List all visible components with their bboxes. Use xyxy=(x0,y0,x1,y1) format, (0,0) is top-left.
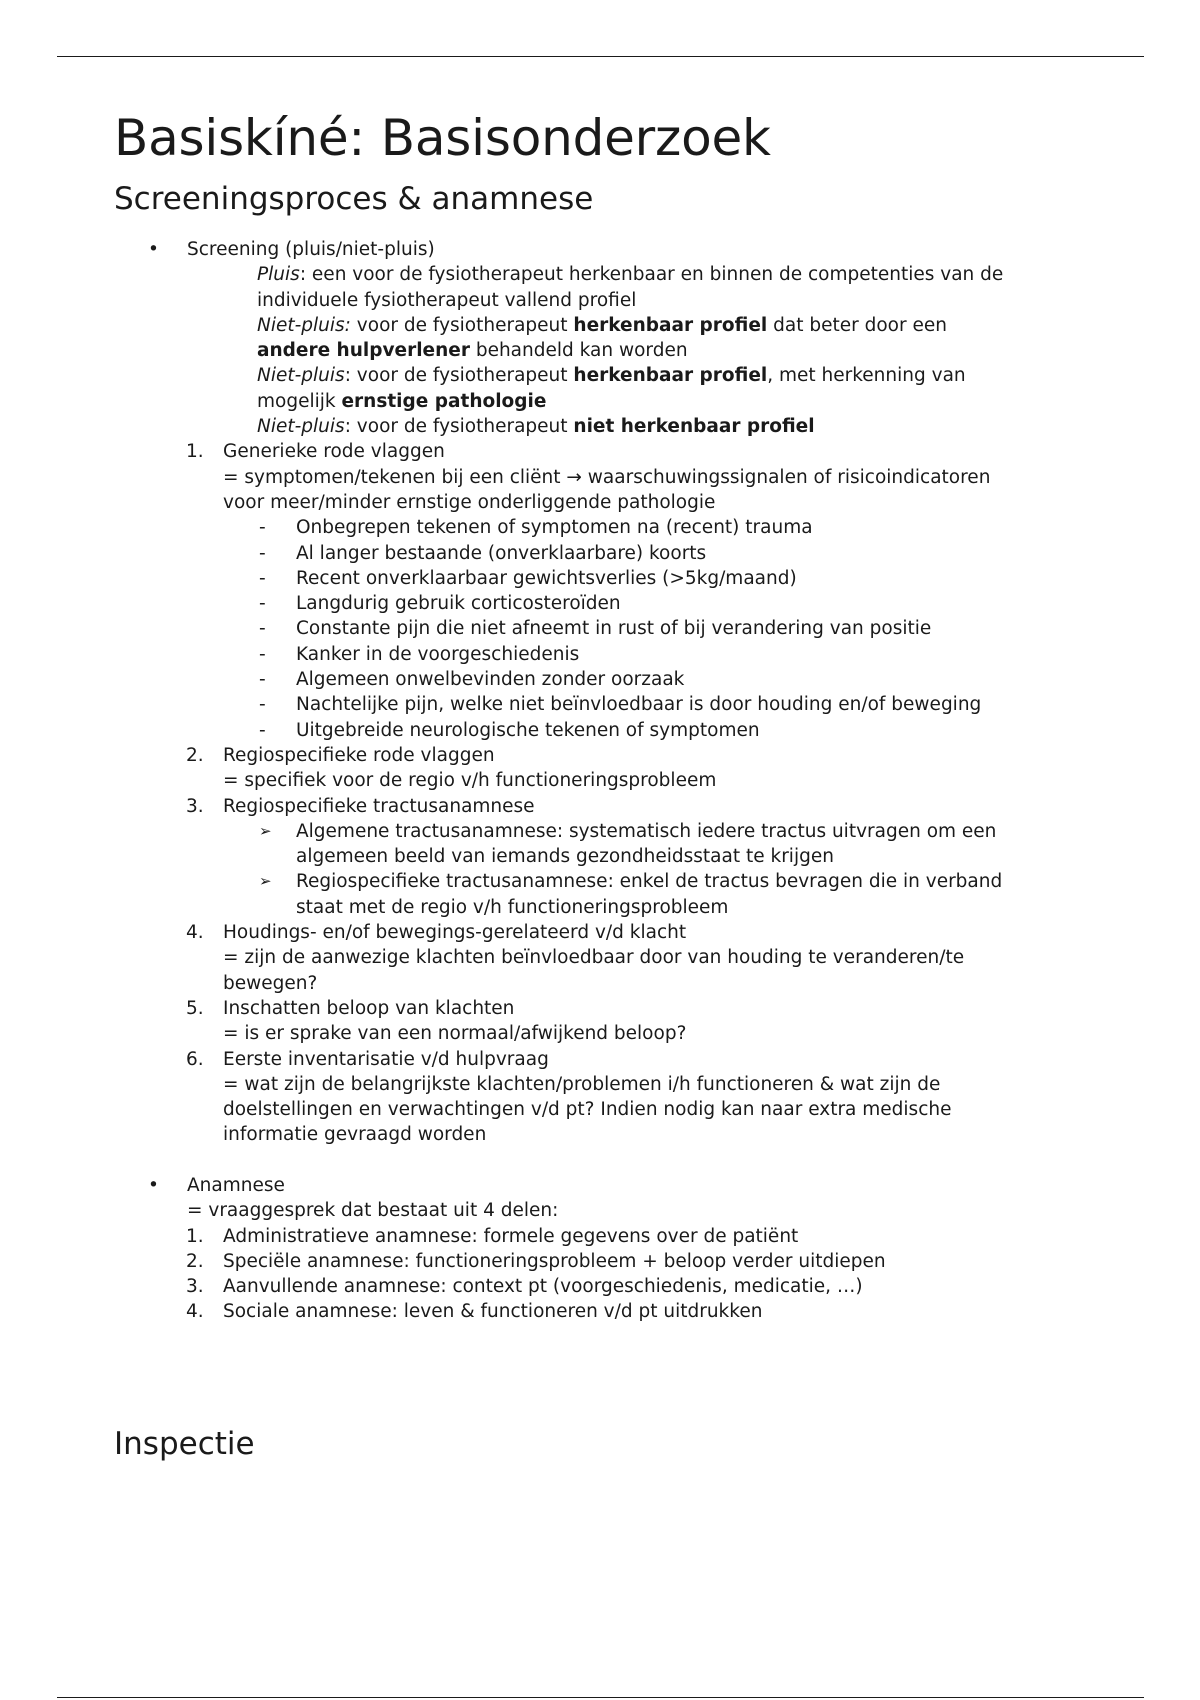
list-item-hulpvraag: 6. Eerste inventarisatie v/d hulpvraag xyxy=(186,1048,549,1070)
profile-niet-pluis-2: Niet-pluis: voor de fysiotherapeut herkenbaar profiel, met herkenning van xyxy=(257,365,966,387)
item-description: = wat zijn de belangrijkste klachten/problemen i/h functioneren & wat zijn de xyxy=(223,1073,941,1095)
bullet-dot: • xyxy=(148,1174,159,1196)
list-item-tractusanamnese: 3. Regiospecifieke tractusanamnese xyxy=(186,795,535,817)
top-rule xyxy=(57,56,1144,57)
anamnese-intro: = vraaggesprek dat bestaat uit 4 delen: xyxy=(187,1200,559,1222)
red-flag-item: - Langdurig gebruik corticosteroïden xyxy=(259,593,621,615)
red-flag-item: - Nachtelijke pijn, welke niet beïnvloedbaar is door houding en/of beweging xyxy=(259,694,982,716)
list-item-beloop: 5. Inschatten beloop van klachten xyxy=(186,997,515,1019)
profile-niet-pluis-2-cont: mogelijk ernstige pathologie xyxy=(257,390,547,412)
document-body xyxy=(0,237,1200,1325)
sub-item-cont: algemeen beeld van iemands gezondheidsstaat te krijgen xyxy=(296,846,834,868)
red-flag-item: - Algemeen onwelbevinden zonder oorzaak xyxy=(259,669,685,691)
bullet-dot: • xyxy=(148,239,159,260)
sub-item: ➢ Regiospecifieke tractusanamnese: enkel de tractus bevragen die in verband xyxy=(0,869,1200,894)
list-item-regiospecifieke-rode-vlaggen: 2. Regiospecifieke rode vlaggen xyxy=(186,744,495,766)
profile-niet-pluis-1-cont: andere hulpverlener behandeld kan worden xyxy=(257,340,688,362)
sub-item-cont: staat met de regio v/h functioneringsprobleem xyxy=(296,896,729,918)
section-heading-screening: Screeningsproces & anamnese xyxy=(114,181,594,217)
arrow-bullet-icon: ➢ xyxy=(259,821,272,840)
item-description: = symptomen/tekenen bij een cliënt → waarschuwingssignalen of risicoindicatoren xyxy=(223,466,991,488)
screening-bullet: • Screening (pluis/niet-pluis) xyxy=(0,237,1200,262)
section-heading-inspectie: Inspectie xyxy=(114,1426,255,1462)
arrow-bullet-icon: ➢ xyxy=(259,872,272,891)
profile-niet-pluis-3: Niet-pluis: voor de fysiotherapeut niet herkenbaar profiel xyxy=(257,416,815,438)
list-item-houding-beweging: 4. Houdings- en/of bewegings-gerelateerd v/d klacht xyxy=(186,922,687,944)
anamnese-item: 3. Aanvullende anamnese: context pt (voorgeschiedenis, medicatie, …) xyxy=(186,1276,863,1298)
red-flag-item: - Onbegrepen tekenen of symptomen na (recent) trauma xyxy=(259,517,813,539)
profile-pluis: Pluis: een voor de fysiotherapeut herkenbaar en binnen de competenties van de xyxy=(257,264,1004,286)
sub-item: ➢ Algemene tractusanamnese: systematisch iedere tractus uitvragen om een xyxy=(0,819,1200,844)
page-title: Basiskíné: Basisonderzoek xyxy=(114,109,771,167)
profile-pluis-cont: individuele fysiotherapeut vallend profiel xyxy=(257,289,637,311)
list-item-generieke-rode-vlaggen: 1. Generieke rode vlaggen xyxy=(186,441,445,463)
red-flag-item: - Al langer bestaande (onverklaarbare) koorts xyxy=(259,542,707,564)
red-flag-item: - Uitgebreide neurologische tekenen of symptomen xyxy=(259,719,760,741)
profile-niet-pluis-1: Niet-pluis: voor de fysiotherapeut herkenbaar profiel dat beter door een xyxy=(257,314,947,336)
anamnese-bullet: • Anamnese xyxy=(0,1173,1200,1198)
red-flag-item: - Recent onverklaarbaar gewichtsverlies (>5kg/maand) xyxy=(259,567,797,589)
spacer xyxy=(0,1148,1200,1173)
red-flag-item: - Constante pijn die niet afneemt in rust of bij verandering van positie xyxy=(259,618,932,640)
item-description: doelstellingen en verwachtingen v/d pt? Indien nodig kan naar extra medische xyxy=(223,1099,952,1121)
item-description: bewegen? xyxy=(223,972,318,994)
item-description: informatie gevraagd worden xyxy=(223,1124,487,1146)
item-description: voor meer/minder ernstige onderliggende pathologie xyxy=(223,491,716,513)
anamnese-item: 2. Speciële anamnese: functioneringsprobleem + beloop verder uitdiepen xyxy=(186,1250,886,1272)
item-description: = zijn de aanwezige klachten beïnvloedbaar door van houding te veranderen/te xyxy=(223,947,965,969)
bottom-rule xyxy=(57,1697,1144,1698)
item-description: = is er sprake van een normaal/afwijkend beloop? xyxy=(223,1023,687,1045)
anamnese-item: 4. Sociale anamnese: leven & functioneren v/d pt uitdrukken xyxy=(186,1301,763,1323)
red-flag-item: - Kanker in de voorgeschiedenis xyxy=(259,643,580,665)
anamnese-item: 1. Administratieve anamnese: formele gegevens over de patiënt xyxy=(186,1225,799,1247)
item-description: = specifiek voor de regio v/h functioneringsprobleem xyxy=(223,770,717,792)
